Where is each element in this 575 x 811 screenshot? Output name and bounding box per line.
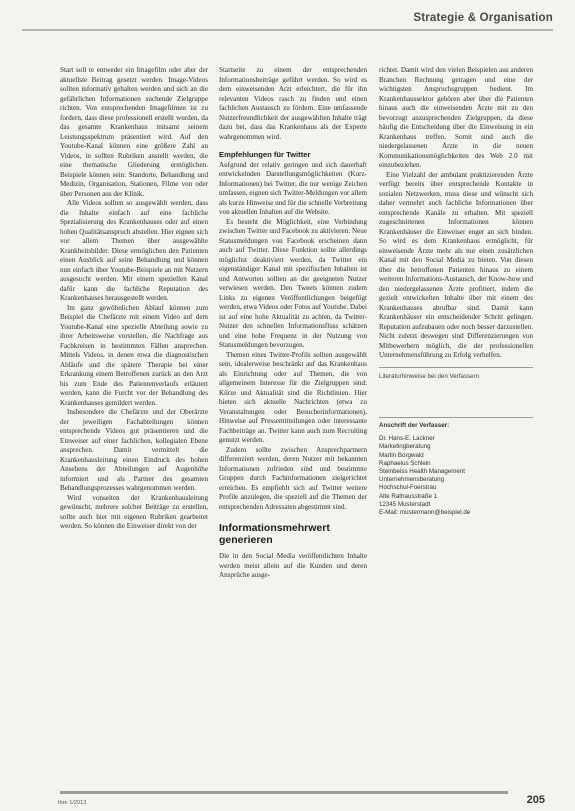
column-2 (219, 66, 367, 581)
author-line: Marketingberatung (379, 443, 431, 451)
paragraph: Es besteht die Möglichkeit, eine Verbindung zwischen Twitter und Facebook zu aktivieren: Neue Statusmeldungen von Facebook erscheinen dann auch auf Twitter. Diese Funktion sollte allerdings möglichst deaktiviert werden, da Twitter ein eigenständiger Kanal mit spezifischen Inhalten ist und Antworten sollten an die geeigneten Nutzer verwiesen werden. Den Tweets können zudem Links zu eigenen Veröffentlichungen beigefügt werden, etwa Videos oder Fotos auf Youtube. Dabei ist auf eine hohe Aktualität zu achten, da Twitter-Nutzer den schnellen Informationsfluss schätzen und eine hohe Frequenz in der Nutzung von Statusmeldungen bevorzugen. (219, 217, 367, 349)
section-heading: Informationsmehrwert generieren (219, 522, 330, 546)
literature-note: Literaturhinweise bei den Verfassern (379, 367, 533, 382)
page-number: 205 (526, 794, 545, 806)
author-line: 12345 Musterstadt (379, 500, 431, 508)
author-line: Martin Borgwald (379, 451, 424, 459)
author-line: Dr. Hans-E. Lackner (379, 435, 435, 443)
paragraph: Startseite zu einem der entsprechenden Informationsbeiträge geführt werden. So wird es dem einweisenden Arzt erleichtert, die für ihn relevanten Videos rasch zu finden und einen fachlichen Austausch zu fördern. Eine umfassende Nutzerfreundlichkeit der ausgewählten Inhalte trägt dazu bei, dass das Krankenhaus als der Experte wahrgenommen wird. (219, 66, 367, 141)
section-title: Strategie & Organisation (413, 12, 553, 24)
paragraph: richtet. Damit wird den vielen Beispielen aus anderen Branchen Rechnung getragen und eine der wichtigsten Anspruchsgruppen bedient. Im Krankenhaussektor gehören aber über die Patienten hinaus auch die einweisenden Ärzte mit zu den bevorzugt anzusprechenden Zielgruppen, da diese häufig die Entscheidung über die Einweisung in ein Krankenhaus treffen. Somit sind auch die niedergelassenen Ärzte in die neuen Kommunikationsmöglichkeiten des Web 2.0 mit einzubeziehen. (379, 66, 533, 169)
footer-bar (60, 791, 508, 794)
column-3 (379, 66, 533, 517)
paragraph: Start soll te entweder ein Imagefilm oder aber der aktuellste Beitrag gesetzt werden. Image-Videos sollten informativ gehalten werden und sich an die gefährlichen Informationen suchende Zielgruppe richten. Von entsprechenden Imagefilmen ist zu fordern, dass diese professionell erstellt wurden, da das gesamte Krankenhaus mitsamt seinem Leistungsspektrum präsentiert wird. Auf den Youtube-Kanal können eine größere Zahl an Videos, in sollten Rubriken anstellt werden, die eine thematische Gliederung ermöglichen. Beispiele können sein: Standorte, Behandlung und Medizin, Organisation, Stationen, Filme von oder über Personen aus der Klinik. (60, 66, 208, 198)
subheading-twitter: Empfehlungen für Twitter (219, 150, 311, 159)
author-line: Unternehmensberatung (379, 476, 445, 484)
author-line: Raphaelus Schlein (379, 459, 431, 467)
author-label: Anschrift der Verfasser: (379, 422, 450, 429)
paragraph: Eine Vielzahl der ambulant praktizierenden Ärzte verfügt bereits über entsprechende Kontakte in sozialen Netzwerken, muss diese und wünscht sich daher vermehrt auch fachliche Informationen über entsprechende Kanäle zu erhalten. Mit speziell zugeschnittenen Informationen können Krankenhäuser die Einweiser enger an sich binden. So wird es dem Krankenhaus ermöglicht, für einweisende Ärzte mehr als nur einen zusätzlichen Kanal mit den Social Media zu bieten. Von diesen über die betroffenen Patienten hinaus zu einem weiteren Informations-Austausch, der Know-how und den niedergelassenen Ärzte profitiert, indem die gezielt entwickelten Inhalte über mit einem des Krankenhauses abrufbar sind. Damit kann Krankenhäuser ein entscheidender Schritt gelingen. Reputation aufzubauen oder noch besser darzustellen. Nicht zuletzt deswegen sind Differenzierungen von Mitbewerbern möglich, die der professionellen Unternehmensführung zu Erfolg verhelfen. (379, 170, 533, 359)
paragraph: Aufgrund der relativ geringen und sich dauerhaft entwickelnden Darstellungsmöglichkeiten (Kurz-Informationen) bei Twitter, die nur wenige Zeichen umfassen, eignen sich Twitter-Meldungen vor allem als kurze Hinweise und für die schnelle Verbreitung von aktuellen Inhalten auf die Website. (219, 160, 367, 216)
column-1 (60, 66, 208, 532)
paragraph: Themen eines Twitter-Profils sollten ausgewählt sein, idealerweise beschränkt auf das Krankenhaus als Einrichtung oder auf Themen, die von allgemeinem Interesse für die Zielgruppen sind: Kürze und Aktualität sind die Richtlinien. Hier bieten sich aktuelle Nachrichten (etwa zu Veranstaltungen oder Besucherinformationen), Hinweise auf Pressemitteilungen oder interessante Fachbeiträge an. Twitter kann auch zum Recruiting genutzt werden. (219, 350, 367, 444)
paragraph: Zudem sollte zwischen Ansprechpartnern differenziert werden, deren Nutzer mit bekannten Informationen zufrieden sind und bestimmte Gruppen durch Fachinformationen zielgerichtet erreichen. Es empfiehlt sich auf Twitter weitere Profile anzulegen, die speziell auf die Themen der entsprechenden Adressaten abgestimmt sind. (219, 445, 367, 511)
issue-label: Ihre 1/2013 (58, 800, 87, 806)
author-line: Hochschul-Foerstrau (379, 484, 437, 492)
author-line: Alte Rathausstraße 1 (379, 492, 438, 500)
paragraph: Insbesondere die Chefärzte und der Oberärzte der jeweiligen Fachabteilungen können entsprechende Videos gut präsentieren und die Einweiser auf einer fachlichen, kollegialen Ebene ansprechen. Damit vermittelt die Krankenhausleitung einen Eindruck des hohen Ansehens der Abteilungen auf Augenhöhe informiert und als Partner des gesamten Behandlungsprozesses wahrgenommen werden. (60, 408, 208, 492)
paragraph: Alle Videos sollten so ausgewählt werden, dass die Inhalte einfach auf eine fachliche Spezialisierung des Krankenhauses oder auf einen hohen Qualitätsanspruch abstellen. Hier eignen sich vor allem Themen über ausgewählte Krankheitsbilder. Diese ermöglichen den Patienten einen Ausblick auf seine Behandlung und können nun einfach über Youtube-Beispiele an mit Nutzern ausgesucht werden. Mit einem speziellen Kanal dafür kann die fachliche Reputation des Krankenhauses herausgestellt werden. (60, 199, 208, 302)
author-line: E-Mail: mustermann@beispiel.de (379, 509, 471, 517)
paragraph: Wird vonseiten der Krankenhausleitung gewünscht, mehrere solcher Beiträge zu erstellen, sollte auch hier mit eigenen Rubriken gearbeitet werden. So können die Einweiser direkt von der (60, 493, 208, 530)
author-address-box (379, 417, 533, 517)
author-line: Steinbeiss Health Management (379, 468, 465, 476)
paragraph: Im ganz gewöhnlichen Ablauf können zum Beispiel die Chefärzte mit einem Video auf dem Youtube-Kanal eine spezielle Abteilung sowie zu ihrer Arbeitsweise vorstellen, die Nachfrage aus Fachkreisen in bestimmten Fällen ansprechen. Mittels Videos, in denen etwa die diagnostischen Abläufe und die spätere Therapie bei einer Erkrankung einem Betroffenen zurück an den Arzt bis zum Ende des Patientenverlaufs erläutert werden, kann die Furcht vor der Behandlung des Krankenhauses gemildert werden. (60, 303, 208, 407)
paragraph: Die in den Social Media veröffentlichten Inhalte werden meist allein auf die Kunden und deren Ansprüche ausge- (219, 552, 367, 579)
header-rule (22, 29, 553, 31)
